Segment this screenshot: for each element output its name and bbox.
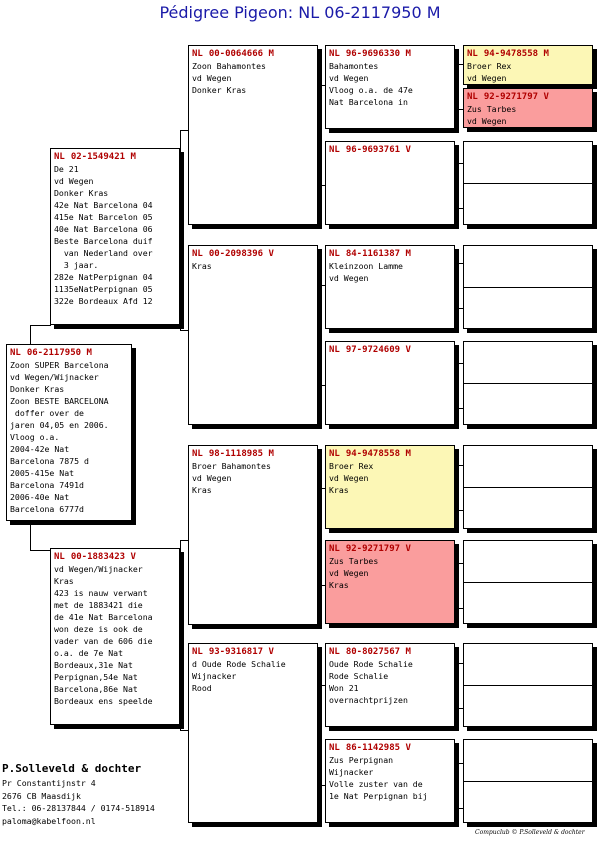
card-divider (464, 582, 592, 583)
info-line: vd Wegen (467, 73, 507, 83)
info-line: Bordeaux,31e Nat (54, 660, 133, 670)
info-line: Wijnacker (192, 671, 237, 681)
gen4-card[interactable] (463, 88, 593, 128)
connector-line (30, 325, 51, 326)
info-line: Kras (329, 580, 349, 590)
info-line: 2006-40e Nat (10, 492, 70, 502)
ring-number: NL 00-0064666 M (192, 49, 274, 59)
info-line: vd Wegen (192, 73, 232, 83)
card-divider (464, 781, 592, 782)
gen3-card[interactable] (325, 45, 455, 129)
connector-line (320, 285, 321, 385)
gen4-empty-card[interactable] (463, 540, 593, 624)
info-line: overnachtprijzen (329, 695, 408, 705)
info-line: Kras (54, 576, 74, 586)
info-line: 3 jaar. (54, 260, 99, 270)
page-title: Pédigree Pigeon: NL 06-2117950 M (159, 3, 441, 22)
info-line: vd Wegen (329, 273, 369, 283)
info-line: Nat Barcelona in (329, 97, 408, 107)
ring-number: NL 00-2098396 V (192, 249, 274, 259)
info-line: Barcelona,86e Nat (54, 684, 138, 694)
ring-number: NL 93-9316817 V (192, 647, 274, 657)
gen3-card[interactable] (325, 643, 455, 727)
info-line: Donker Kras (54, 188, 109, 198)
info-line: Kleinzoon Lamme (329, 261, 403, 271)
info-line: vd Wegen/Wijnacker (54, 564, 143, 574)
info-line: Barcelona 7875 d (10, 456, 89, 466)
connector-line (457, 163, 458, 208)
connector-line (180, 130, 181, 330)
info-line: Zoon BESTE BARCELONA (10, 396, 109, 406)
info-line: Broer Rex (329, 461, 374, 471)
gen4-empty-card[interactable] (463, 141, 593, 225)
info-line: vd Wegen (54, 176, 94, 186)
info-line: Kras (192, 261, 212, 271)
ring-number: NL 97-9724609 V (329, 345, 411, 355)
info-line: vd Wegen (467, 116, 507, 126)
info-line: vd Wegen (192, 473, 232, 483)
ring-number: NL 80-8027567 M (329, 647, 411, 657)
connector-line (30, 550, 51, 551)
connector-line (457, 465, 458, 510)
connector-line (320, 85, 321, 185)
connector-line (457, 263, 458, 308)
info-line: Oude Rode Schalie (329, 659, 413, 669)
info-line: Zoon Bahamontes (192, 61, 266, 71)
mother-card[interactable] (50, 548, 180, 725)
info-line: met de 1883421 die (54, 600, 143, 610)
info-line: vd Wegen (329, 473, 369, 483)
info-line: vader van de 606 die (54, 636, 153, 646)
info-line: Vloog o.a. (10, 432, 60, 442)
info-line: Beste Barcelona duif (54, 236, 153, 246)
info-line: 40e Nat Barcelona 06 (54, 224, 153, 234)
info-line: Kras (329, 485, 349, 495)
ring-number: NL 96-9693761 V (329, 145, 411, 155)
info-line: 42e Nat Barcelona 04 (54, 200, 153, 210)
info-line: Rood (192, 683, 212, 693)
ring-number: NL 94-9478558 M (467, 49, 549, 59)
ring-number: NL 86-1142985 V (329, 743, 411, 753)
ring-number: NL 92-9271797 V (329, 544, 411, 554)
info-line: Rode Schalie (329, 671, 389, 681)
gen4-empty-card[interactable] (463, 341, 593, 425)
ring-number: NL 98-1118985 M (192, 449, 274, 459)
card-divider (464, 685, 592, 686)
subject-card[interactable] (6, 344, 132, 521)
card-divider (464, 487, 592, 488)
gen3-card[interactable] (325, 540, 455, 624)
breeder-city: 2676 CB Maasdijk (2, 790, 81, 801)
info-line: Donker Kras (10, 384, 65, 394)
connector-line (457, 763, 458, 808)
info-line: Bordeaux ens speelde (54, 696, 153, 706)
connector-line (457, 64, 458, 109)
info-line: Barcelona 6777d (10, 504, 84, 514)
info-line: 1e Nat Perpignan bij (329, 791, 428, 801)
gen4-empty-card[interactable] (463, 643, 593, 727)
card-divider (464, 383, 592, 384)
info-line: o.a. de 7e Nat (54, 648, 124, 658)
connector-line (457, 363, 458, 408)
gen3-card[interactable] (325, 445, 455, 529)
gen4-empty-card[interactable] (463, 245, 593, 329)
info-line: Kras (192, 485, 212, 495)
gen2-card[interactable] (188, 45, 318, 225)
breeder-email[interactable]: paloma@kabelfoon.nl (2, 815, 96, 826)
breeder-name: P.Solleveld & dochter (2, 762, 142, 775)
info-line: vd Wegen (329, 73, 369, 83)
info-line: Zoon SUPER Barcelona (10, 360, 109, 370)
info-line: 2004-42e Nat (10, 444, 70, 454)
ring-number: NL 92-9271797 V (467, 92, 549, 102)
info-line: Perpignan,54e Nat (54, 672, 138, 682)
info-line: won deze is ook de (54, 624, 143, 634)
breeder-phone: Tel.: 06-28137844 / 0174-518914 (2, 803, 155, 813)
ring-number: NL 00-1883423 V (54, 552, 136, 562)
info-line: Wijnacker (329, 767, 374, 777)
info-line: Broer Rex (467, 61, 512, 71)
ring-number: NL 94-9478558 M (329, 449, 411, 459)
connector-line (30, 525, 31, 550)
ring-number: NL 06-2117950 M (10, 348, 92, 358)
gen2-card[interactable] (188, 445, 318, 625)
info-line: d Oude Rode Schalie (192, 659, 286, 669)
ring-number: NL 02-1549421 M (54, 152, 136, 162)
gen3-card[interactable] (325, 245, 455, 329)
info-line: jaren 04,05 en 2006. (10, 420, 109, 430)
info-line: doffer over de (10, 408, 84, 418)
info-line: vd Wegen (329, 568, 369, 578)
connector-line (320, 488, 321, 585)
connector-line (180, 540, 181, 730)
breeder-address: Pr Constantijnstr 4 (2, 778, 96, 788)
gen2-card[interactable] (188, 245, 318, 425)
info-line: Barcelona 7491d (10, 480, 84, 490)
info-line: Zus Tarbes (329, 556, 379, 566)
info-line: 282e NatPerpignan 04 (54, 272, 153, 282)
gen3-card[interactable] (325, 739, 455, 823)
info-line: Zus Perpignan (329, 755, 394, 765)
info-line: Donker Kras (192, 85, 247, 95)
info-line: Won 21 (329, 683, 359, 693)
card-divider (464, 183, 592, 184)
info-line: Zus Tarbes (467, 104, 517, 114)
info-line: Vloog o.a. de 47e (329, 85, 413, 95)
connector-line (30, 325, 31, 345)
gen3-card[interactable] (325, 341, 455, 425)
gen3-card[interactable] (325, 141, 455, 225)
card-divider (464, 287, 592, 288)
father-card[interactable] (50, 148, 180, 325)
info-line: vd Wegen/Wijnacker (10, 372, 99, 382)
info-line: 322e Bordeaux Afd 12 (54, 296, 153, 306)
gen4-card[interactable] (463, 45, 593, 85)
info-line: Bahamontes (329, 61, 379, 71)
info-line: van Nederland over (54, 248, 153, 258)
info-line: Volle zuster van de (329, 779, 423, 789)
gen4-empty-card[interactable] (463, 739, 593, 823)
connector-line (457, 563, 458, 608)
info-line: 415e Nat Barcelon 05 (54, 212, 153, 222)
info-line: de 41e Nat Barcelona (54, 612, 153, 622)
ring-number: NL 84-1161387 M (329, 249, 411, 259)
gen4-empty-card[interactable] (463, 445, 593, 529)
info-line: 2005-415e Nat (10, 468, 75, 478)
footer-credit: Compuclub © P.Solleveld & dochter (475, 829, 585, 836)
connector-line (457, 663, 458, 708)
info-line: De 21 (54, 164, 79, 174)
info-line: 423 is nauw verwant (54, 588, 148, 598)
info-line: Broer Bahamontes (192, 461, 271, 471)
gen2-card[interactable] (188, 643, 318, 823)
ring-number: NL 96-9696330 M (329, 49, 411, 59)
connector-line (320, 685, 321, 785)
info-line: 1135eNatPerpignan 05 (54, 284, 153, 294)
breeder-info (2, 761, 155, 827)
